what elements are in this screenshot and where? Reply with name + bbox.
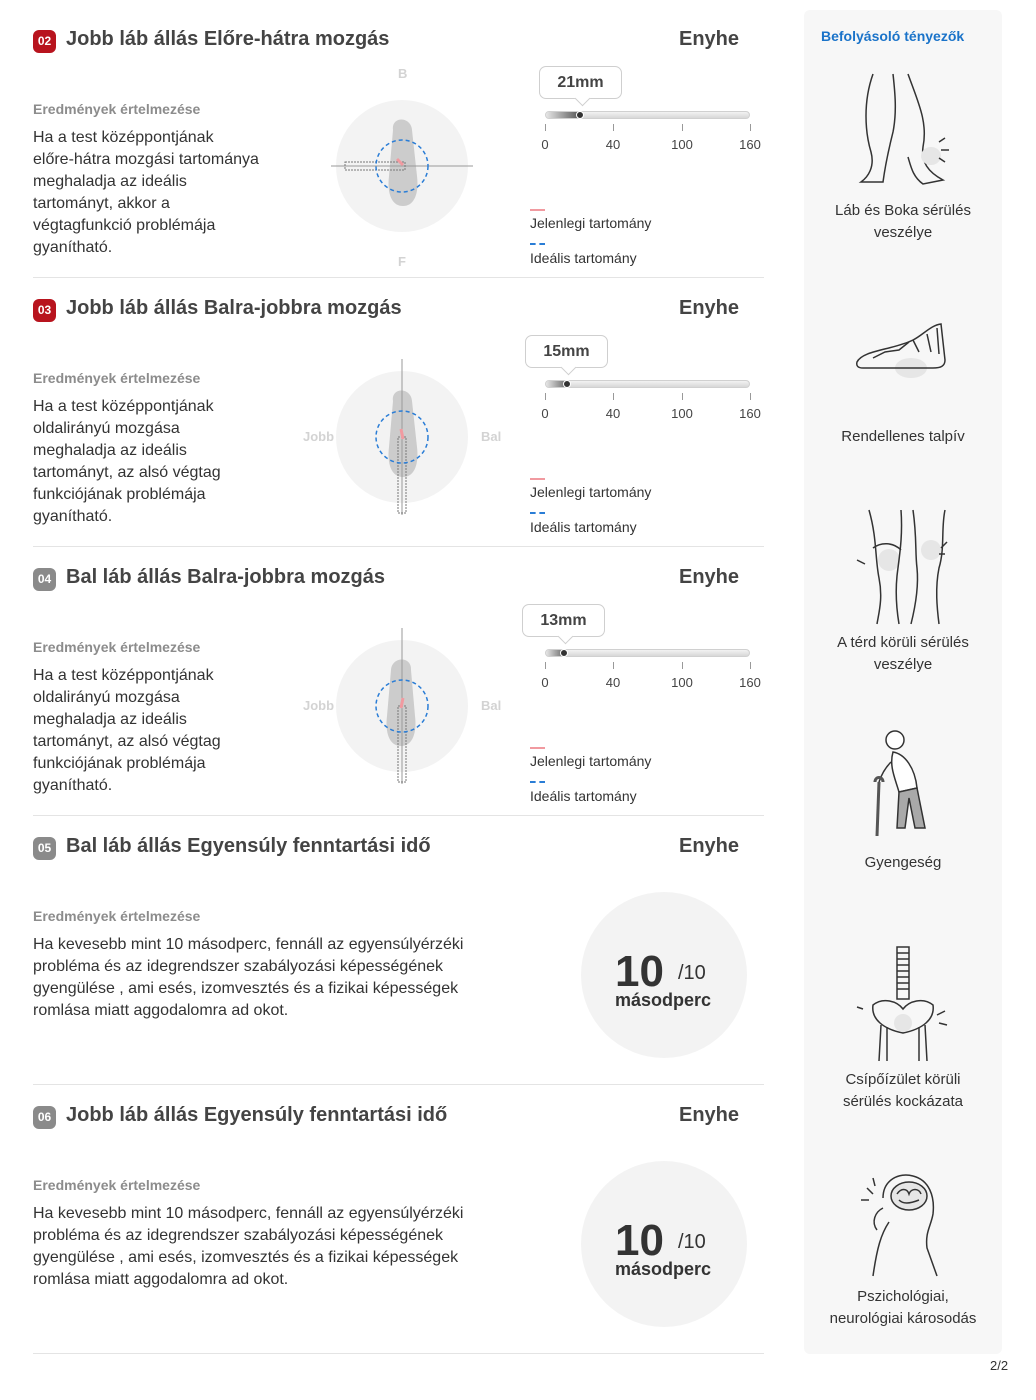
text-line: Pszichológiai, xyxy=(857,1288,949,1305)
text-line: gyanítható. xyxy=(33,239,113,256)
text-line: előre-hátra mozgási tartománya xyxy=(33,151,259,168)
section-header xyxy=(33,566,764,596)
scale-tick xyxy=(750,393,751,400)
interpretation-label: Eredmények értelmezése xyxy=(33,639,201,655)
balance-time-max: /10 xyxy=(678,1231,706,1253)
interpretation-label: Eredmények értelmezése xyxy=(33,370,201,386)
legend-ideal-swatch xyxy=(530,243,545,245)
text-line: Rendellenes talpív xyxy=(841,428,965,445)
foot-sway-diagram xyxy=(331,628,473,788)
scale-tick xyxy=(750,124,751,131)
text-line: Ha a test középpontjának xyxy=(33,129,214,146)
interpretation-label: Eredmények értelmezése xyxy=(33,1177,201,1193)
text-line: gyanítható. xyxy=(33,777,113,794)
scale-label: 0 xyxy=(541,675,549,690)
foot-sway-diagram xyxy=(331,96,473,236)
legend-current-label: Jelenlegi tartomány xyxy=(530,215,652,231)
interpretation-text xyxy=(33,665,221,797)
text-line: funkciójának problémája xyxy=(33,755,206,772)
text-line: Ha kevesebb mint 10 másodperc, fennáll az egyensúlyérzéki xyxy=(33,1205,464,1222)
text-line: tartományt, akkor a xyxy=(33,195,170,212)
scale-label: 160 xyxy=(739,406,761,421)
scale-label: 100 xyxy=(671,137,693,152)
balance-time-max: /10 xyxy=(678,962,706,984)
text-line: gyengülése , ami esés, izomvesztés és a fizikai képességek xyxy=(33,980,459,997)
section-06 xyxy=(33,1104,764,1354)
range-track-marker xyxy=(576,111,584,119)
direction-label-left: Jobb xyxy=(303,429,335,444)
scale-label: 100 xyxy=(671,406,693,421)
scale-label: 0 xyxy=(541,137,549,152)
scale-tick xyxy=(750,662,751,669)
text-line: tartományt, az alsó végtag xyxy=(33,733,221,750)
range-track xyxy=(545,649,750,657)
scale-tick xyxy=(545,124,546,131)
text-line: probléma és az idegrendszer szabályozási képességének xyxy=(33,958,444,975)
text-line: Gyengeség xyxy=(864,854,942,871)
measurement-value: 15mm xyxy=(525,335,608,368)
knee-pain-icon xyxy=(853,508,953,626)
section-header xyxy=(33,297,764,327)
interpretation-text xyxy=(33,934,463,1022)
interpretation-label: Eredmények értelmezése xyxy=(33,101,201,117)
interpretation-text xyxy=(33,127,259,259)
text-line: meghaladja az ideális xyxy=(33,173,187,190)
factor-label xyxy=(804,1286,1002,1330)
section-05 xyxy=(33,835,764,1085)
range-track-marker xyxy=(560,649,568,657)
balance-time-value: 10 xyxy=(615,1216,664,1265)
section-title: Bal láb állás Egyensúly fenntartási idő xyxy=(66,835,431,857)
scale-tick xyxy=(682,393,683,400)
direction-label-top: B xyxy=(398,66,408,81)
legend-ideal-swatch xyxy=(530,781,545,783)
section-number-badge: 05 xyxy=(33,837,56,860)
foot-sway-diagram xyxy=(331,359,473,519)
scale-label: 40 xyxy=(605,675,621,690)
text-line: Ha a test középpontjának xyxy=(33,398,214,415)
section-02 xyxy=(33,28,764,278)
balance-time-circle xyxy=(581,892,747,1058)
interpretation-label: Eredmények értelmezése xyxy=(33,908,201,924)
direction-label-right: Bal xyxy=(481,429,502,444)
text-line: oldalirányú mozgása xyxy=(33,689,180,706)
text-line: Csípőízület körüli xyxy=(845,1071,961,1088)
text-line: Ha a test középpontjának xyxy=(33,667,214,684)
interpretation-text xyxy=(33,396,221,528)
section-03 xyxy=(33,297,764,547)
section-header xyxy=(33,28,764,58)
severity-level: Enyhe xyxy=(679,835,740,857)
scale-tick xyxy=(682,662,683,669)
direction-label-bottom: F xyxy=(398,254,406,269)
legend-ideal-swatch xyxy=(530,512,545,514)
legend-ideal-label: Ideális tartomány xyxy=(530,788,637,804)
range-track-fill xyxy=(546,112,580,118)
scale-tick xyxy=(613,662,614,669)
legend-current-swatch xyxy=(530,478,545,480)
scale-label: 40 xyxy=(605,406,621,421)
severity-level: Enyhe xyxy=(679,297,740,319)
elderly-cane-icon xyxy=(853,728,953,840)
text-line: oldalirányú mozgása xyxy=(33,420,180,437)
sidebar-title: Befolyásoló tényezők xyxy=(821,28,965,44)
severity-level: Enyhe xyxy=(679,566,740,588)
text-line: meghaladja az ideális xyxy=(33,711,187,728)
text-line: gyengülése , ami esés, izomvesztés és a fizikai képességek xyxy=(33,1249,459,1266)
section-header xyxy=(33,1104,764,1134)
section-title: Jobb láb állás Balra-jobbra mozgás xyxy=(66,297,402,319)
direction-label-right: Bal xyxy=(481,698,502,713)
text-line: veszélye xyxy=(873,224,933,241)
section-title: Bal láb állás Balra-jobbra mozgás xyxy=(66,566,385,588)
scale-tick xyxy=(613,124,614,131)
balance-time-value: 10 xyxy=(615,947,664,996)
legend-current-label: Jelenlegi tartomány xyxy=(530,753,652,769)
text-line: Láb és Boka sérülés xyxy=(835,202,971,219)
range-track xyxy=(545,380,750,388)
text-line: gyanítható. xyxy=(33,508,113,525)
measurement-value: 21mm xyxy=(539,66,622,99)
direction-label-left: Jobb xyxy=(303,698,335,713)
section-header xyxy=(33,835,764,865)
text-line: végtagfunkció problémája xyxy=(33,217,216,234)
measurement-value: 13mm xyxy=(522,604,605,637)
text-line: A térd körüli sérülés xyxy=(837,634,969,651)
text-line: tartományt, az alsó végtag xyxy=(33,464,221,481)
factor-label xyxy=(804,200,1002,244)
section-number-badge: 04 xyxy=(33,568,56,591)
text-line: Ha kevesebb mint 10 másodperc, fennáll az egyensúlyérzéki xyxy=(33,936,464,953)
legend-ideal-label: Ideális tartomány xyxy=(530,250,637,266)
text-line: funkciójának problémája xyxy=(33,486,206,503)
influencing-factors-panel xyxy=(804,10,1002,1354)
factor-label xyxy=(804,1069,1002,1113)
section-title: Jobb láb állás Előre-hátra mozgás xyxy=(66,28,390,50)
section-title: Jobb láb állás Egyensúly fenntartási idő xyxy=(66,1104,448,1126)
hip-spine-icon xyxy=(853,945,953,1063)
legend-current-swatch xyxy=(530,747,545,749)
text-line: veszélye xyxy=(873,656,933,673)
scale-label: 40 xyxy=(605,137,621,152)
legend-current-swatch xyxy=(530,209,545,211)
legend-current-label: Jelenlegi tartomány xyxy=(530,484,652,500)
page-number: 2/2 xyxy=(990,1358,1009,1373)
factor-label xyxy=(804,632,1002,676)
text-line: romlása miatt aggodalomra ad okot. xyxy=(33,1002,289,1019)
section-number-badge: 03 xyxy=(33,299,56,322)
range-track-marker xyxy=(563,380,571,388)
scale-label: 0 xyxy=(541,406,549,421)
scale-label: 100 xyxy=(671,675,693,690)
balance-time-unit: másodperc xyxy=(615,990,712,1010)
factor-label xyxy=(804,426,1002,448)
scale-label: 160 xyxy=(739,137,761,152)
scale-tick xyxy=(545,393,546,400)
head-brain-icon xyxy=(853,1168,953,1278)
section-04 xyxy=(33,566,764,816)
legs-ankle-icon xyxy=(853,72,953,187)
interpretation-text xyxy=(33,1203,463,1291)
scale-tick xyxy=(613,393,614,400)
section-number-badge: 02 xyxy=(33,30,56,53)
scale-tick xyxy=(545,662,546,669)
section-number-badge: 06 xyxy=(33,1106,56,1129)
factor-label xyxy=(804,852,1002,874)
range-track xyxy=(545,111,750,119)
scale-label: 160 xyxy=(739,675,761,690)
legend-ideal-label: Ideális tartomány xyxy=(530,519,637,535)
text-line: sérülés kockázata xyxy=(842,1093,964,1110)
text-line: neurológiai károsodás xyxy=(829,1310,977,1327)
balance-time-unit: másodperc xyxy=(615,1259,712,1279)
text-line: romlása miatt aggodalomra ad okot. xyxy=(33,1271,289,1288)
severity-level: Enyhe xyxy=(679,1104,740,1126)
balance-time-circle xyxy=(581,1161,747,1327)
scale-tick xyxy=(682,124,683,131)
foot-arch-icon xyxy=(853,320,953,390)
severity-level: Enyhe xyxy=(679,28,740,50)
text-line: probléma és az idegrendszer szabályozási képességének xyxy=(33,1227,444,1244)
text-line: meghaladja az ideális xyxy=(33,442,187,459)
